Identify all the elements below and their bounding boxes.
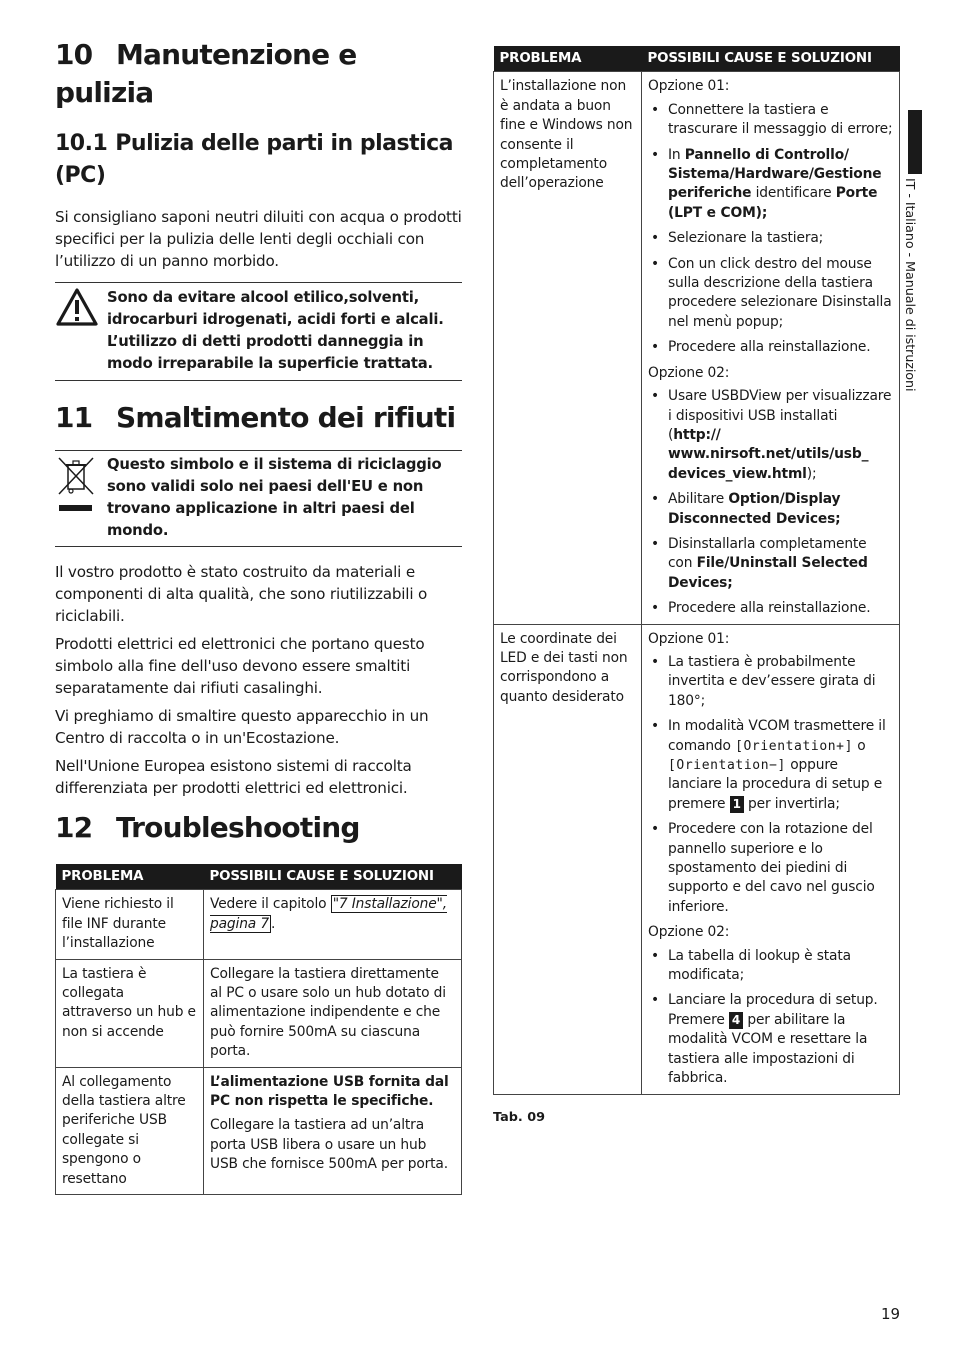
option-label: Opzione 02: — [648, 364, 730, 381]
side-label — [902, 178, 925, 408]
table-header-row — [56, 864, 462, 890]
solution-cell — [642, 624, 900, 1094]
usbdview-url[interactable]: http:// www.nirsoft.net/utils/usb_ devices_view.html — [668, 426, 869, 482]
list-item: • La tastiera è probabilmente invertita e dev’essere girata di 180°; — [648, 653, 893, 711]
section-10-1-heading — [55, 128, 462, 192]
problem-cell: Viene richiesto il file INF durante l’installazione — [56, 890, 204, 959]
chapter-link[interactable]: "7 Installazione", pagina 7 — [210, 896, 447, 932]
section-title: Smaltimento dei rifiuti — [115, 401, 456, 434]
option-label: Opzione 01: — [648, 78, 730, 95]
crossed-bin-icon — [55, 454, 107, 518]
list-item: • Usare USBDView per visualizzare i dispositivi USB installati (http:// www.nirsoft.net/utils/usb_ devices_view.html); — [648, 387, 893, 484]
problem-cell: Al collegamento della tastiera altre periferiche USB collegate si spengono o resettano — [56, 1067, 204, 1194]
solution-list — [648, 653, 893, 917]
warning-text: Sono da evitare alcool etilico,solventi, idrocarburi idrogenati, acidi forti e alcali. L’utilizzo di detti prodotti danneggia in modo irreparabile la superficie trattata. — [107, 289, 444, 372]
list-item: • Lanciare la procedura di setup. Premere 4 per abilitare la modalità VCOM e resettare la tastiera alle impostazioni di fabbrica. — [648, 991, 893, 1088]
header-problem: PROBLEMA — [494, 46, 642, 72]
solution-text: Collegare la tastiera ad un’altra porta USB libera o usare un hub USB che fornisce 500mA per porta. — [210, 1117, 448, 1173]
solution-text: Vedere il capitolo — [210, 896, 331, 913]
section-11-heading — [55, 399, 462, 437]
table-row — [56, 959, 462, 1067]
left-column — [55, 36, 462, 1195]
section-10-heading — [55, 36, 462, 112]
solution-list — [648, 101, 893, 358]
option-label: Opzione 01: — [648, 630, 730, 647]
section-number: 10 — [55, 38, 93, 71]
table-caption: Tab. 09 — [493, 1109, 545, 1125]
weee-notice-box — [55, 450, 462, 547]
table-row — [56, 890, 462, 959]
troubleshooting-table-left — [55, 864, 462, 1195]
right-column — [493, 46, 900, 1125]
solution-cell — [204, 890, 462, 959]
page-number: 19 — [881, 1305, 901, 1323]
section-number: 11 — [55, 401, 93, 434]
solution-cell — [642, 72, 900, 624]
warning-box — [55, 282, 462, 381]
section-number: 12 — [55, 811, 93, 844]
list-item: • In Pannello di Controllo/ Sistema/Hardware/Gestione periferiche identificare Porte (LPT e COM); — [648, 146, 893, 224]
list-item: • La tabella di lookup è stata modificata; — [648, 947, 893, 986]
list-item: • Con un click destro del mouse sulla descrizione della tastiera procedere selezionare Disinstalla nel menù popup; — [648, 255, 893, 333]
disposal-paragraph: Il vostro prodotto è stato costruito da materiali e componenti di alta qualità, che sono riutilizzabili o riciclabili. — [55, 563, 428, 625]
problem-cell: La tastiera è collegata attraverso un hub e non si accende — [56, 959, 204, 1067]
solution-list — [648, 387, 893, 618]
table-row — [494, 72, 900, 624]
key-4-badge: 4 — [729, 1012, 743, 1029]
header-solutions: POSSIBILI CAUSE E SOLUZIONI — [642, 46, 900, 72]
section-title: Troubleshooting — [115, 811, 360, 844]
problem-cell: L’installazione non è andata a buon fine e Windows non consente il completamento dell’operazione — [494, 72, 642, 624]
solution-list — [648, 947, 893, 1089]
list-item: • In modalità VCOM trasmettere il comando [Orientation+] o [Orientation−] oppure lanciare la procedura di setup e premere 1 per invertirla; — [648, 717, 893, 814]
solution-text: . — [270, 915, 276, 932]
section-title: Manutenzione e pulizia — [55, 38, 357, 109]
disposal-paragraph: Nell'Unione Europea esistono sistemi di raccolta differenziata per prodotti elettrici ed elettronici. — [55, 757, 412, 797]
solution-cell — [204, 1067, 462, 1194]
list-item: • Procedere con la rotazione del pannello superiore e lo spostamento dei piedini di supporto e del cavo nel guscio inferiore. — [648, 820, 893, 917]
table-row — [494, 624, 900, 1094]
section-title: Pulizia delle parti in plastica (PC) — [55, 131, 454, 188]
section-12-heading — [55, 809, 462, 847]
table-header-row — [494, 46, 900, 72]
cleaning-paragraph: Si consigliano saponi neutri diluiti con acqua o prodotti specifici per la pulizia delle lenti degli occhiali con l’utilizzo di un panno morbido. — [55, 208, 462, 270]
disposal-paragraph: Vi preghiamo di smaltire questo apparecchio in un Centro di raccolta o in un'Ecostazione. — [55, 707, 429, 747]
list-item: • Disinstallarla completamente con File/Uninstall Selected Devices; — [648, 535, 893, 593]
header-problem: PROBLEMA — [56, 864, 204, 890]
list-item: • Abilitare Option/Display Disconnected Devices; — [648, 490, 893, 529]
list-item: • Procedere alla reinstallazione. — [648, 599, 893, 618]
problem-cell: Le coordinate dei LED e dei tasti non corrispondono a quanto desiderato — [494, 624, 642, 1094]
side-label-text: IT - Italiano - Manuale di istruzioni — [902, 178, 917, 392]
language-tab-marker — [908, 110, 922, 174]
header-solutions: POSSIBILI CAUSE E SOLUZIONI — [204, 864, 462, 890]
option-label: Opzione 02: — [648, 924, 730, 941]
section-number: 10.1 — [55, 131, 108, 156]
list-item: • Connettere la tastiera e trascurare il messaggio di errore; — [648, 101, 893, 140]
key-1-badge: 1 — [730, 796, 744, 813]
solution-bold-text: L’alimentazione USB fornita dal PC non rispetta le specifiche. — [210, 1073, 449, 1110]
troubleshooting-table-right — [493, 46, 900, 1095]
list-item: • Selezionare la tastiera; — [648, 229, 893, 248]
warning-triangle-icon — [55, 287, 107, 331]
disposal-paragraph: Prodotti elettrici ed elettronici che portano questo simbolo alla fine dell'uso devono essere smaltiti separatamente dai rifiuti casalinghi. — [55, 635, 425, 697]
solution-cell: Collegare la tastiera direttamente al PC o usare solo un hub dotato di alimentazione indipendente e che può fornire 500mA su ciascuna porta. — [204, 959, 462, 1067]
table-row — [56, 1067, 462, 1194]
weee-notice-text: Questo simbolo e il sistema di riciclaggio sono validi solo nei paesi dell'EU e non trovano applicazione in altri paesi del mondo. — [107, 456, 442, 539]
list-item: • Procedere alla reinstallazione. — [648, 338, 893, 357]
